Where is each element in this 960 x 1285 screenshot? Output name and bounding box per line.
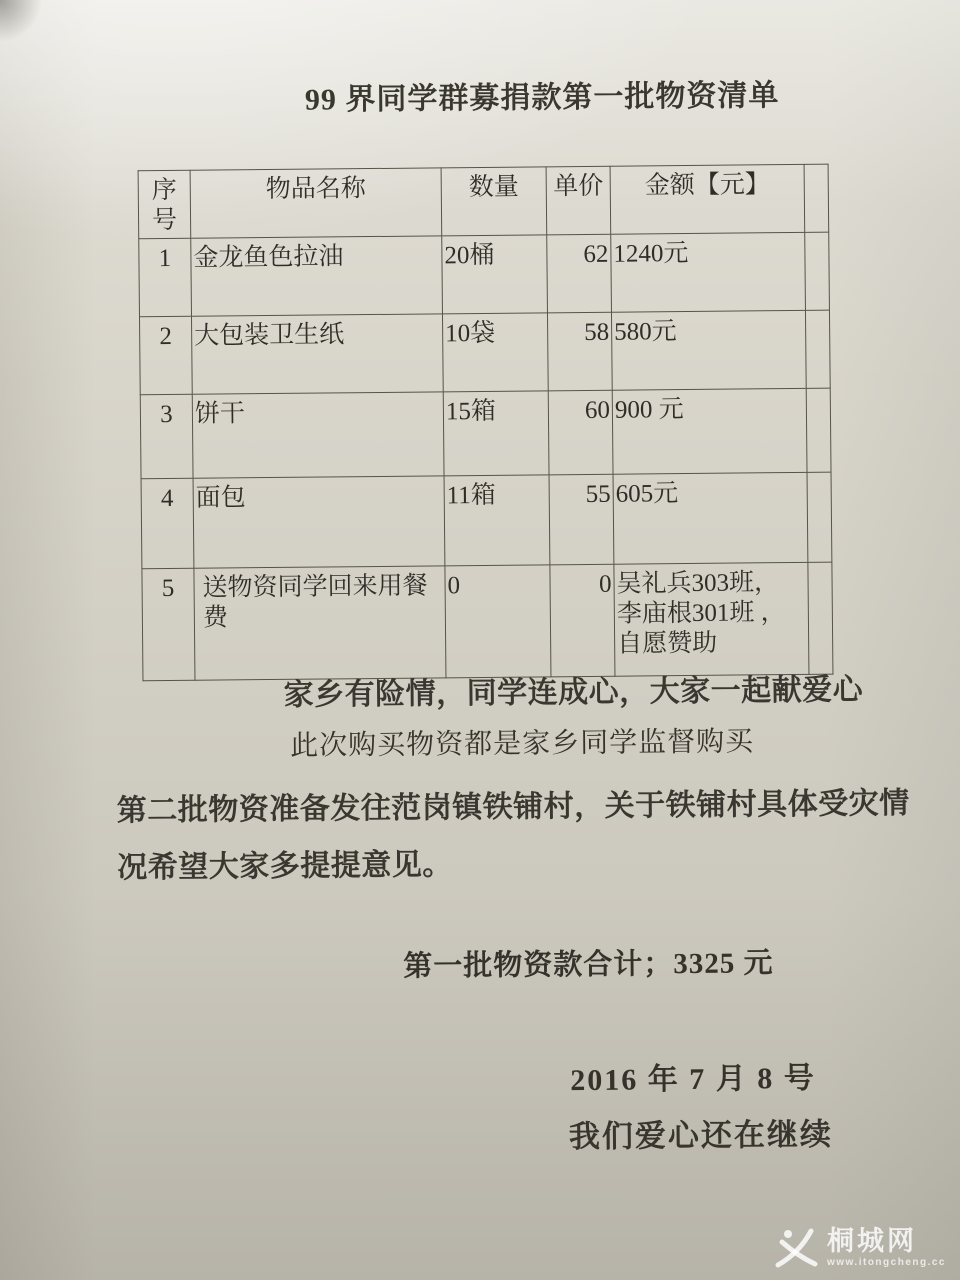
cell-amount: 900 元 (612, 388, 807, 474)
header-item-name: 物品名称 (190, 168, 442, 238)
supervision-note: 此次购买物资都是家乡同学监督购买 (289, 726, 755, 762)
cell-amount: 605元 (613, 472, 808, 564)
cell-item-name: 饼干 (192, 392, 444, 478)
cell-extra (805, 232, 830, 310)
cell-item-name: 金龙鱼色拉油 (191, 236, 443, 316)
cell-seq: 5 (142, 568, 195, 680)
cell-quantity: 11箱 (444, 475, 550, 566)
cell-seq: 4 (141, 478, 194, 568)
cell-seq: 1 (139, 238, 192, 316)
cell-amount: 1240元 (611, 232, 806, 312)
cell-item-name: 大包装卫生纸 (191, 314, 443, 394)
total-line: 第一批物资款合计；3325 元 (403, 947, 774, 983)
next-batch-note-line1: 第二批物资准备发往范岗镇铁铺村，关于铁铺村具体受灾情 (116, 786, 910, 828)
table-row (139, 310, 830, 395)
cell-unit-price: 0 (550, 564, 615, 677)
cell-quantity: 20桶 (442, 235, 548, 314)
cell-amount: 吴礼兵303班， 李庙根301班 ，自愿赞助 (614, 562, 809, 676)
watermark-text (827, 1228, 946, 1268)
page-title: 99 界同学群募捐款第一批物资清单 (304, 79, 780, 117)
table-row (140, 388, 831, 479)
cell-amount: 580元 (611, 310, 806, 390)
cell-unit-price: 58 (547, 312, 612, 391)
cell-quantity: 0 (445, 565, 551, 678)
cell-extra (806, 388, 831, 472)
cell-seq: 2 (139, 316, 192, 394)
header-seq: 序号 (138, 170, 191, 238)
slogan-line: 家乡有险情，同学连成心，大家一起献爱心 (283, 673, 864, 712)
watermark (773, 1226, 946, 1270)
table-row (141, 472, 832, 569)
cell-unit-price: 60 (548, 390, 613, 475)
cell-unit-price: 55 (549, 474, 614, 565)
next-batch-note (116, 775, 910, 897)
header-unit-price: 单价 (546, 166, 611, 235)
cell-extra (807, 472, 832, 562)
date-line: 2016 年 7 月 8 号 (570, 1061, 816, 1098)
cell-item-name: 送物资同学回来用餐费 (194, 566, 446, 680)
closing-line: 我们爱心还在继续 (568, 1116, 834, 1155)
table-row (142, 562, 833, 681)
table-row (139, 232, 830, 317)
tongcheng-logo-icon (773, 1226, 819, 1270)
cell-item-name: 面包 (193, 476, 445, 568)
cell-quantity: 15箱 (443, 391, 549, 476)
header-quantity: 数量 (441, 167, 547, 236)
cell-quantity: 10袋 (442, 313, 548, 392)
cell-seq: 3 (140, 394, 193, 478)
table-header-row (138, 164, 829, 239)
cell-extra (805, 310, 830, 388)
watermark-site-name: 桐城网 (826, 1226, 917, 1256)
cell-extra (808, 562, 833, 674)
header-amount: 金额【元】 (610, 164, 805, 234)
next-batch-note-line2: 况希望大家多提提意见。 (117, 848, 453, 885)
cell-unit-price: 62 (547, 234, 612, 313)
supply-list-table (138, 164, 834, 682)
header-extra (804, 164, 829, 232)
watermark-site-url: www.itongcheng.cc (826, 1257, 946, 1268)
